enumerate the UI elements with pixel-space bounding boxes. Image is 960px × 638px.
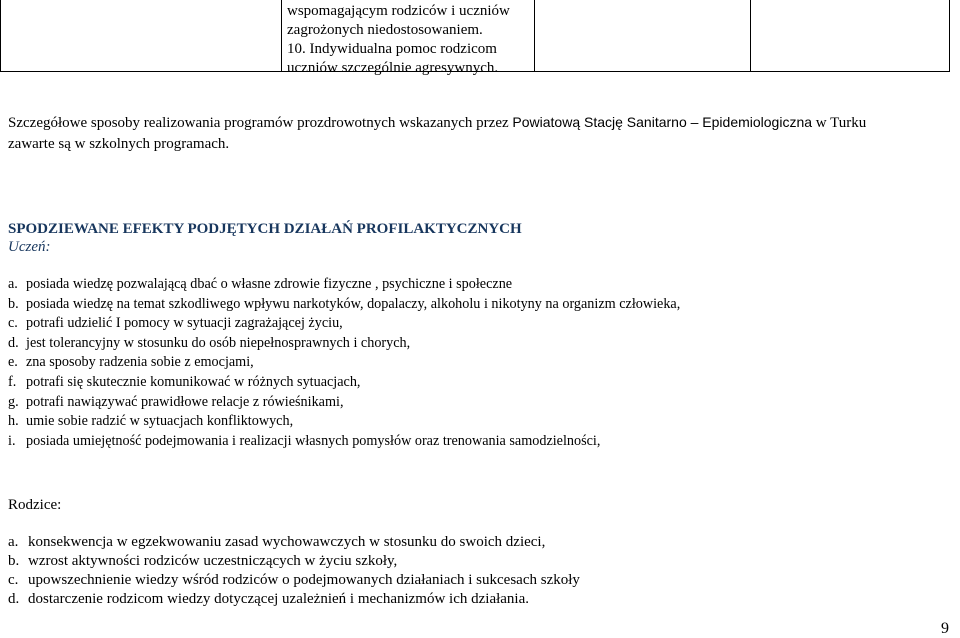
table-border	[750, 0, 751, 72]
list-marker: i.	[8, 432, 16, 449]
parents-label: Rodzice:	[8, 497, 62, 513]
table-border	[534, 0, 535, 72]
list-item-text: posiada wiedzę na temat szkodliwego wpływu narkotyków, dopalaczy, alkoholu i nikotyny na organizm człowieka,	[26, 295, 681, 312]
list-item	[8, 412, 680, 432]
intro-paragraph-line-2: zawarte są w szkolnych programach.	[8, 136, 230, 152]
table-cell-line: wspomagającym rodziców i uczniów	[287, 3, 510, 19]
table-cell-line: 10. Indywidualna pomoc rodzicom	[287, 41, 497, 57]
intro-text: w Turku	[812, 115, 867, 131]
table-border-left	[0, 0, 1, 72]
list-item	[8, 373, 680, 393]
list-item	[8, 295, 680, 315]
list-marker: c.	[8, 315, 18, 332]
list-marker: a.	[8, 534, 19, 550]
institution-name: Powiatową Stację Sanitarno – Epidemiologiczna	[512, 114, 813, 130]
table-fragment	[0, 0, 960, 76]
list-item	[8, 552, 580, 571]
list-item-text: dostarczenie rodzicom wiedzy dotyczącej uzależnień i mechanizmów ich działania.	[28, 591, 530, 607]
list-item-text: posiada umiejętność podejmowania i realizacji własnych pomysłów oraz trenowania samodzielności,	[26, 432, 601, 449]
list-item	[8, 334, 680, 354]
list-item	[8, 314, 680, 334]
list-item	[8, 590, 580, 609]
list-item-text: zna sposoby radzenia sobie z emocjami,	[26, 354, 254, 371]
list-marker: h.	[8, 413, 19, 430]
list-marker: d.	[8, 591, 20, 607]
table-border	[281, 0, 282, 72]
list-marker: c.	[8, 572, 19, 588]
student-outcomes-list	[8, 275, 680, 451]
list-marker: e.	[8, 354, 18, 371]
table-cell-line: uczniów szczególnie agresywnych.	[287, 60, 499, 76]
section-subheading: Uczeń:	[8, 239, 51, 255]
table-border-right	[949, 0, 950, 72]
list-item-text: konsekwencja w egzekwowaniu zasad wychowawczych w stosunku do swoich dzieci,	[28, 534, 546, 550]
list-marker: f.	[8, 373, 17, 390]
list-marker: a.	[8, 276, 18, 292]
list-item-text: upowszechnienie wiedzy wśród rodziców o podejmowanych działaniach i sukcesach szkoły	[28, 572, 580, 588]
list-item	[8, 275, 680, 295]
table-cell-line: zagrożonych niedostosowaniem.	[287, 22, 483, 38]
page-number: 9	[941, 620, 949, 637]
list-marker: b.	[8, 553, 20, 569]
table-cell-text	[287, 2, 510, 78]
list-item-text: potrafi nawiązywać prawidłowe relacje z rówieśnikami,	[26, 393, 344, 410]
list-item-text: umie sobie radzić w sytuacjach konfliktowych,	[26, 413, 294, 430]
list-item	[8, 393, 680, 413]
list-item-text: potrafi udzielić I pomocy w sytuacji zagrażającej życiu,	[26, 315, 343, 332]
list-item-text: jest tolerancyjny w stosunku do osób niepełnosprawnych i chorych,	[26, 334, 411, 351]
list-item-text: posiada wiedzę pozwalającą dbać o własne zdrowie fizyczne , psychiczne i społeczne	[26, 276, 513, 292]
section-heading: SPODZIEWANE EFEKTY PODJĘTYCH DZIAŁAŃ PROFILAKTYCZNYCH	[8, 221, 522, 237]
list-item-text: potrafi się skutecznie komunikować w różnych sytuacjach,	[26, 373, 361, 390]
parents-outcomes-list	[8, 533, 580, 609]
list-marker: d.	[8, 334, 19, 351]
list-item-text: wzrost aktywności rodziców uczestniczących w życiu szkoły,	[28, 553, 398, 569]
intro-paragraph-line-1	[8, 112, 866, 133]
list-item	[8, 432, 680, 452]
list-item	[8, 353, 680, 373]
intro-text: Szczegółowe sposoby realizowania programów prozdrowotnych wskazanych przez	[8, 115, 513, 131]
list-item	[8, 571, 580, 590]
list-marker: g.	[8, 393, 19, 410]
list-marker: b.	[8, 295, 19, 312]
list-item	[8, 533, 580, 552]
